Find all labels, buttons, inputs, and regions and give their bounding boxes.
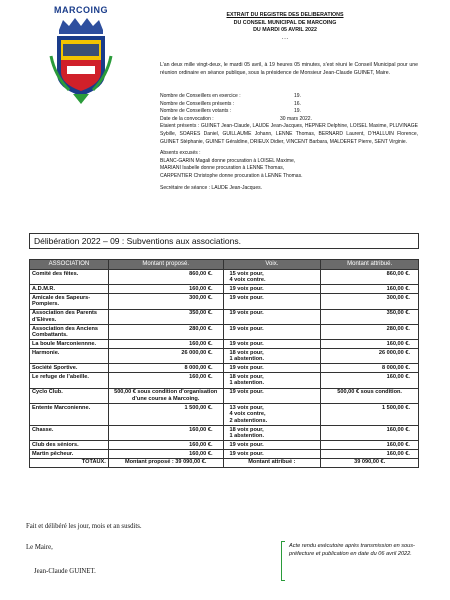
votes-cell: 19 voix pour.	[223, 324, 321, 339]
info-row-votants	[160, 108, 418, 116]
table-row	[30, 340, 419, 349]
deliberation-title: Délibération 2022 – 09 : Subventions aux associations.	[29, 233, 419, 249]
council-info	[160, 93, 418, 192]
absent-proxy-1: BLANC-GARIN Magali donne procuration à LOISEL Maxime,	[160, 157, 296, 164]
info-value: 30 mars 2022.	[280, 115, 312, 122]
session-secretary: Secrétaire de séance : LAUDE Jean-Jacques.	[160, 184, 262, 191]
association-cell: Entente Marconienne.	[30, 403, 109, 425]
table-row	[30, 324, 419, 339]
votes-cell: 19 voix pour.	[223, 441, 321, 450]
totals-proposed: Montant proposé : 39 090,00 €.	[108, 458, 223, 467]
proposed-amount-cell: 160,00 €.	[108, 441, 223, 450]
info-value: 19.	[294, 108, 301, 115]
attributed-amount-cell: 1 500,00 €.	[321, 403, 419, 425]
info-label: Nombre de Conseillers en exercice :	[160, 93, 241, 99]
info-row-exercice	[160, 93, 418, 101]
votes-cell: 13 voix pour, 4 voix contre, 2 abstentions.	[223, 403, 321, 425]
proposed-amount-cell: 350,00 €.	[108, 309, 223, 324]
votes-cell: 18 voix pour, 1 abstention.	[223, 349, 321, 364]
column-header: Voix.	[223, 260, 321, 270]
attributed-amount-cell: 160,00 €.	[321, 450, 419, 459]
table-row	[30, 285, 419, 294]
absents-label: Absents excusés :	[160, 150, 201, 157]
attributed-amount-cell: 860,00 €.	[321, 270, 419, 285]
proposed-amount-cell: 160,00 €.	[108, 340, 223, 349]
attributed-amount-cell: 160,00 €.	[321, 441, 419, 450]
votes-cell: 18 voix pour, 1 abstention.	[223, 425, 321, 440]
logo-town-name: MARCOING	[54, 5, 108, 15]
association-cell: Club des séniors.	[30, 441, 109, 450]
attributed-amount-cell: 160,00 €.	[321, 285, 419, 294]
absent-proxy-2: MARIANI Isabelle donne procuration à LENNE Thomas,	[160, 165, 285, 172]
association-cell: Amicale des Sapeurs-Pompiers.	[30, 294, 109, 309]
votes-cell: 19 voix pour.	[223, 450, 321, 459]
header-separator: - - -	[281, 34, 289, 40]
attributed-amount-cell: 160,00 €.	[321, 425, 419, 440]
totals-attributed-label: Montant attribué :	[223, 458, 321, 467]
table-row	[30, 403, 419, 425]
proposed-amount-cell: 1 500,00 €.	[108, 403, 223, 425]
association-cell: Cyclo Club.	[30, 388, 109, 403]
proposed-amount-cell: 860,00 €.	[108, 270, 223, 285]
info-value: 19.	[294, 93, 301, 99]
info-label: Nombre de Conseillers votants :	[160, 108, 232, 115]
info-value: 16.	[294, 100, 301, 107]
table-row	[30, 373, 419, 388]
proposed-amount-cell: 160,00 €.	[108, 285, 223, 294]
totals-label: TOTAUX.	[30, 458, 109, 467]
totals-attributed-value: 39 090,00 €.	[321, 458, 419, 467]
coat-of-arms-icon	[49, 16, 113, 104]
votes-cell: 19 voix pour.	[223, 340, 321, 349]
table-row	[30, 309, 419, 324]
info-row-convocation	[160, 116, 418, 124]
association-cell: Chasse.	[30, 425, 109, 440]
table-header-row	[30, 260, 419, 270]
association-cell: Le refuge de l’abeille.	[30, 373, 109, 388]
enforceability-note	[281, 539, 421, 584]
proposed-amount-cell: 160,00 €.	[108, 450, 223, 459]
table-row	[30, 425, 419, 440]
totals-row	[30, 458, 419, 467]
info-row-presents	[160, 101, 418, 109]
attributed-amount-cell: 8 000,00 €.	[321, 364, 419, 373]
association-cell: A.D.M.R.	[30, 285, 109, 294]
attributed-amount-cell: 160,00 €.	[321, 373, 419, 388]
votes-cell: 19 voix pour.	[223, 309, 321, 324]
table-row	[30, 270, 419, 285]
register-header	[160, 12, 410, 40]
mayor-name: Jean-Claude GUINET.	[34, 568, 96, 575]
votes-cell: 19 voix pour.	[223, 364, 321, 373]
info-label: Date de la convocation :	[160, 115, 214, 122]
column-header: Montant attribué.	[321, 260, 419, 270]
note-bracket	[281, 541, 285, 581]
association-cell: La boule Marconiennne.	[30, 340, 109, 349]
intro-paragraph: L’an deux mille vingt-deux, le mardi 05 avril, à 19 heures 05 minutes, s’est réuni le Conseil Municipal pour une réunion ordinaire en séance publique, sous la présidence de Monsieur Jean-Claude GUINET, Maire.	[160, 62, 418, 76]
table-row	[30, 294, 419, 309]
votes-cell: 19 voix pour.	[223, 294, 321, 309]
proposed-amount-cell: 26 000,00 €.	[108, 349, 223, 364]
proposed-amount-cell: 8 000,00 €.	[108, 364, 223, 373]
association-cell: Martin pêcheur.	[30, 450, 109, 459]
votes-cell: 19 voix pour.	[223, 388, 321, 403]
town-logo	[45, 5, 117, 104]
proposed-amount-cell: 300,00 €.	[108, 294, 223, 309]
table-row	[30, 388, 419, 403]
column-header: Montant proposé.	[108, 260, 223, 270]
note-text: Acte rendu exécutoire après transmission en sous-préfecture et publication en date du 06 avril 2022.	[289, 543, 415, 557]
association-cell: Association des Parents d’Elèves.	[30, 309, 109, 324]
proposed-amount-cell: 500,00 € sous condition d’organisation d’une course à Marcoing.	[108, 388, 223, 403]
info-label: Nombre de Conseillers présents :	[160, 100, 235, 107]
attributed-amount-cell: 160,00 €.	[321, 340, 419, 349]
proposed-amount-cell: 160,00 €.	[108, 373, 223, 388]
association-cell: Harmonie.	[30, 349, 109, 364]
table-row	[30, 441, 419, 450]
closing-statement: Fait et délibéré les jour, mois et an susdits.	[26, 523, 142, 530]
header-line-2: DU CONSEIL MUNICIPAL DE MARCOING	[233, 19, 337, 26]
present-members: Etaient présents : GUINET Jean-Claude, LAUDE Jean-Jacques, HEPNER Delphine, LOISEL Maxime, PLUVINAGE Sybille, SOARES Daniel, GUILLAUME Johann, LENNE Thomas, BERNARD Laurent, D’HALLUIN Florence, GUINET Stéphanie, GUINET Géraldine, DRIEUX Didier, VINCENT Barbara, MALDERET Pierre, SENT Virginie.	[160, 123, 418, 145]
header-line-3: DU MARDI 05 AVRIL 2022	[253, 27, 317, 33]
subsidies-table	[29, 259, 419, 468]
votes-cell: 15 voix pour, 4 voix contre.	[223, 270, 321, 285]
association-cell: Association des Anciens Combattants.	[30, 324, 109, 339]
attributed-amount-cell: 280,00 €.	[321, 324, 419, 339]
mayor-title: Le Maire,	[26, 544, 53, 551]
attributed-amount-cell: 26 000,00 €.	[321, 349, 419, 364]
table-row	[30, 349, 419, 364]
attributed-amount-cell: 500,00 € sous condition.	[321, 388, 419, 403]
association-cell: Comité des fêtes.	[30, 270, 109, 285]
table-row	[30, 450, 419, 459]
votes-cell: 18 voix pour, 1 abstention.	[223, 373, 321, 388]
proposed-amount-cell: 280,00 €.	[108, 324, 223, 339]
attributed-amount-cell: 300,00 €.	[321, 294, 419, 309]
header-line-1: EXTRAIT DU REGISTRE DES DELIBERATIONS	[226, 12, 344, 18]
column-header: ASSOCIATION	[30, 260, 109, 270]
association-cell: Société Sportive.	[30, 364, 109, 373]
absent-proxy-3: CARPENTIER Christophe donne procuration à LENNE Thomas.	[160, 172, 303, 179]
votes-cell: 19 voix pour.	[223, 285, 321, 294]
attributed-amount-cell: 350,00 €.	[321, 309, 419, 324]
proposed-amount-cell: 160,00 €.	[108, 425, 223, 440]
table-row	[30, 364, 419, 373]
